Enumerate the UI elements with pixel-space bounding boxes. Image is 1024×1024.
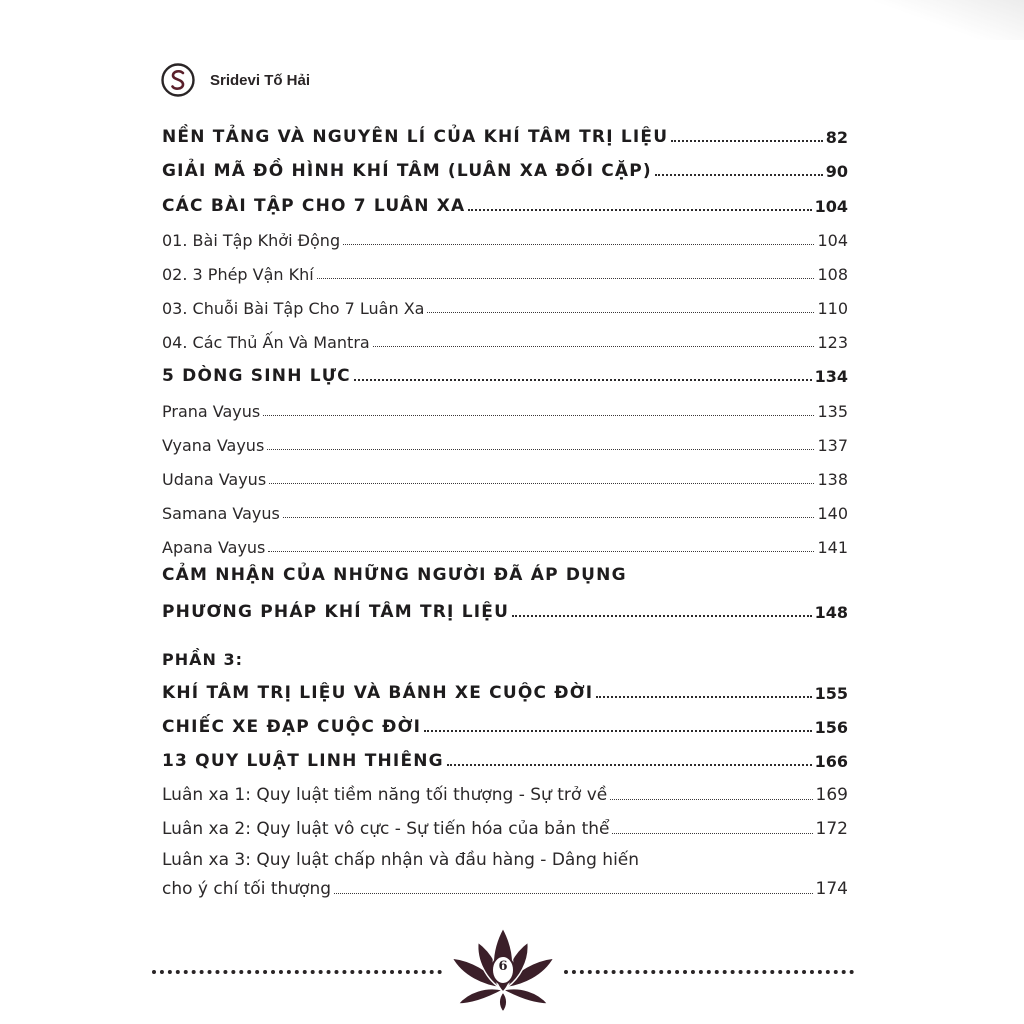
toc-entry-title: Samana Vayus [162, 504, 280, 523]
dot-leader [263, 415, 814, 416]
toc-entry-page: 134 [814, 367, 848, 386]
toc-entry[interactable] [162, 465, 848, 489]
toc-entry[interactable] [162, 815, 848, 839]
toc-entry-page: 110 [817, 299, 848, 318]
toc-entry-title: Vyana Vayus [162, 436, 265, 455]
footer-dots-right [564, 970, 854, 974]
toc-entry-title: 03. Chuỗi Bài Tập Cho 7 Luân Xa [162, 299, 425, 318]
toc-entry-title: CÁC BÀI TẬP CHO 7 LUÂN XA [162, 196, 466, 216]
toc-entry-page: 138 [817, 470, 848, 489]
toc-entry[interactable] [162, 362, 848, 386]
toc-entry[interactable] [162, 260, 848, 284]
toc-entry-page: 169 [815, 785, 848, 805]
toc-entry[interactable] [162, 157, 848, 181]
dot-leader [671, 140, 823, 142]
author-name: Sridevi Tố Hải [210, 71, 311, 89]
toc-entry[interactable] [162, 747, 848, 771]
toc-entry-title: Luân xa 2: Quy luật vô cực - Sự tiến hóa của bản thể [162, 819, 610, 839]
dot-leader [354, 379, 812, 381]
toc-entry-page: 141 [817, 538, 848, 557]
toc-entry[interactable] [162, 328, 848, 352]
toc-entry-title: PHƯƠNG PHÁP KHÍ TÂM TRỊ LIỆU [162, 602, 510, 622]
dot-leader [655, 174, 823, 176]
toc-entry-page: 172 [815, 819, 848, 839]
toc-entry-page: 148 [814, 603, 848, 622]
author-logo-icon [160, 62, 196, 98]
toc-entry-title: 04. Các Thủ Ấn Và Mantra [162, 333, 370, 352]
toc-entry-page: 90 [825, 162, 848, 181]
toc-entry[interactable] [162, 397, 848, 421]
toc-entry-page: 135 [817, 402, 848, 421]
page-header [160, 62, 310, 98]
toc-entry-title: Prana Vayus [162, 402, 261, 421]
toc-entry-page: 104 [814, 197, 848, 216]
dot-leader [447, 764, 812, 766]
dot-leader [317, 278, 815, 279]
toc-entry-page: 155 [814, 684, 848, 703]
toc-entry-title: 01. Bài Tập Khởi Động [162, 231, 341, 250]
toc-entry-title: 13 QUY LUẬT LINH THIÊNG [162, 751, 444, 771]
toc-entry-title: GIẢI MÃ ĐỒ HÌNH KHÍ TÂM (LUÂN XA ĐỐI CẶP) [162, 161, 652, 181]
toc-entry-title: Luân xa 1: Quy luật tiềm năng tối thượng - Sự trở về [162, 785, 608, 805]
toc-entry-title: KHÍ TÂM TRỊ LIỆU VÀ BÁNH XE CUỘC ĐỜI [162, 683, 594, 703]
dot-leader [468, 209, 811, 211]
toc-entry-page: 108 [817, 265, 848, 284]
dot-leader [424, 730, 811, 732]
toc-entry-title: Udana Vayus [162, 470, 267, 489]
toc-entry-title: cho ý chí tối thượng [162, 879, 332, 899]
toc-entry-first-line[interactable]: CẢM NHẬN CỦA NHỮNG NGƯỜI ĐÃ ÁP DỤNG [162, 565, 627, 585]
toc-entry[interactable] [162, 875, 848, 899]
toc-entry[interactable] [162, 679, 848, 703]
toc-entry-title: CHIẾC XE ĐẠP CUỘC ĐỜI [162, 717, 422, 737]
toc-entry-page: 137 [817, 436, 848, 455]
toc-entry-title: Apana Vayus [162, 538, 266, 557]
toc-entry-page: 104 [817, 231, 848, 250]
toc-entry[interactable] [162, 598, 848, 622]
toc-entry[interactable] [162, 226, 848, 250]
dot-leader [334, 893, 813, 894]
dot-leader [610, 799, 812, 800]
toc-entry-first-line[interactable]: Luân xa 3: Quy luật chấp nhận và đầu hàng - Dâng hiến [162, 850, 640, 870]
toc-entry[interactable] [162, 294, 848, 318]
toc-entry[interactable] [162, 713, 848, 737]
dot-leader [512, 615, 812, 617]
toc-entry[interactable] [162, 123, 848, 147]
toc-entry-page: 156 [814, 718, 848, 737]
page-edge-shadow [874, 0, 1024, 40]
part-heading: PHẦN 3: [162, 650, 243, 669]
footer-dots-left [152, 970, 442, 974]
toc-entry[interactable] [162, 533, 848, 557]
toc-entry-page: 174 [815, 879, 848, 899]
toc-entry-title: 02. 3 Phép Vận Khí [162, 265, 314, 284]
toc-entry-title: 5 DÒNG SINH LỰC [162, 366, 351, 386]
dot-leader [268, 551, 814, 552]
dot-leader [269, 483, 814, 484]
toc-entry[interactable] [162, 499, 848, 523]
dot-leader [612, 833, 812, 834]
dot-leader [343, 244, 814, 245]
toc-entry-page: 166 [814, 752, 848, 771]
logo-letter: S [160, 62, 161, 63]
dot-leader [283, 517, 815, 518]
toc-entry-page: 123 [817, 333, 848, 352]
dot-leader [373, 346, 815, 347]
dot-leader [267, 449, 814, 450]
dot-leader [596, 696, 811, 698]
toc-entry[interactable] [162, 781, 848, 805]
toc-entry-page: 82 [825, 128, 848, 147]
toc-entry-page: 140 [817, 504, 848, 523]
toc-entry[interactable] [162, 431, 848, 455]
toc-entry[interactable] [162, 192, 848, 216]
dot-leader [427, 312, 814, 313]
page-number: 6 [498, 959, 508, 974]
toc-entry-title: NỀN TẢNG VÀ NGUYÊN LÍ CỦA KHÍ TÂM TRỊ LIỆU [162, 127, 669, 147]
